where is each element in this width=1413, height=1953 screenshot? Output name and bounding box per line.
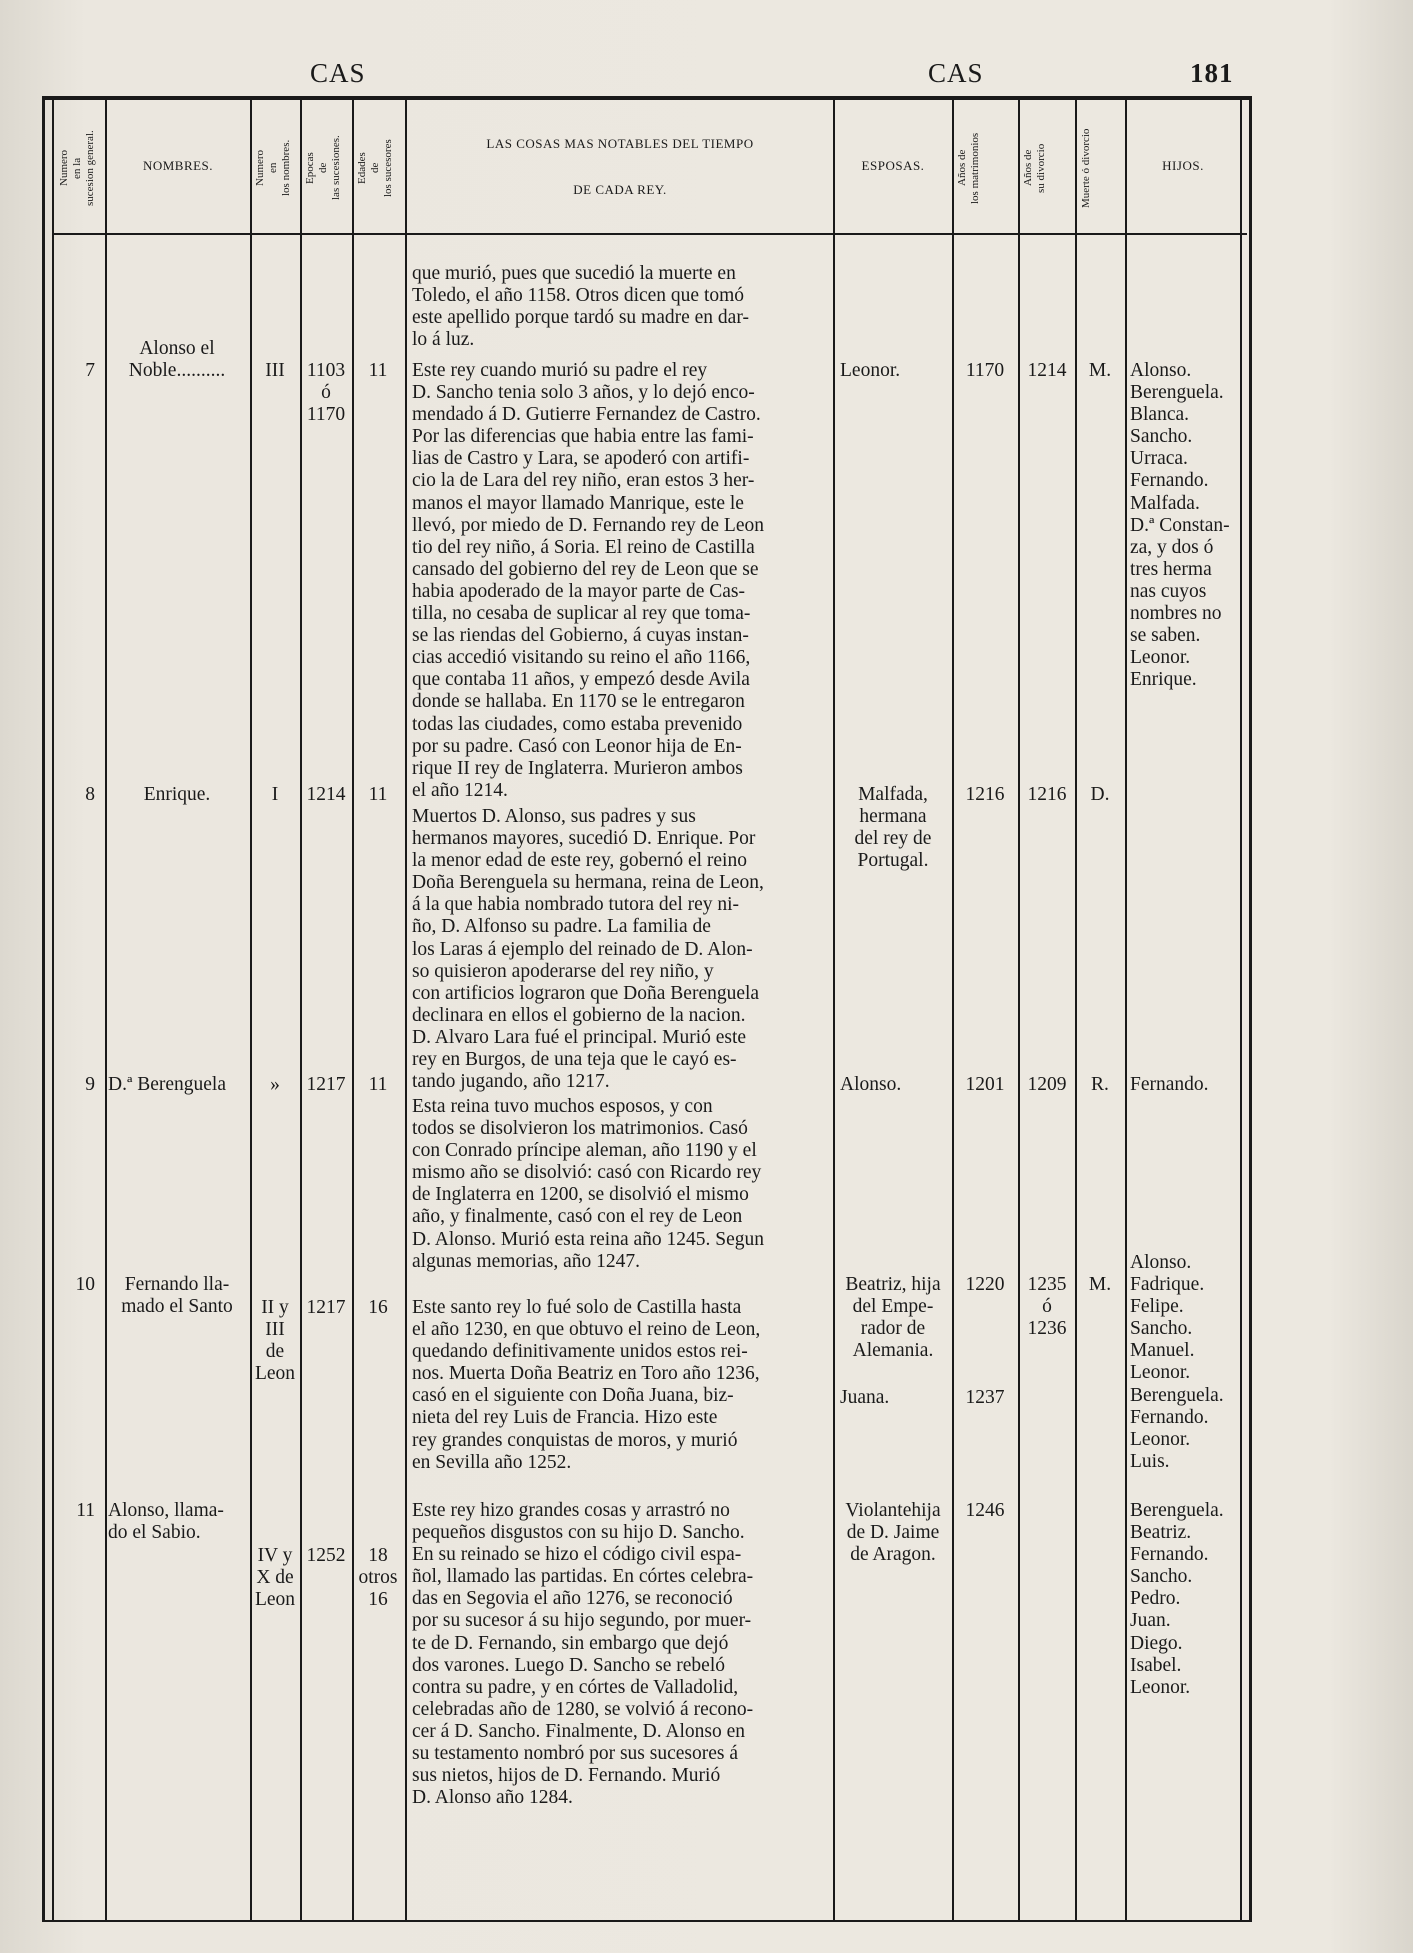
entry-9-number: 9	[85, 1074, 95, 1095]
col-divider-6	[833, 100, 835, 1920]
entry-11-ordinal: IV y X de Leon	[254, 1545, 296, 1611]
entry-10-divorce: 1235 ó 1236	[1027, 1274, 1067, 1340]
running-head-center: CAS	[928, 58, 984, 88]
header-rule	[52, 233, 1247, 235]
entry-8-age: 11	[368, 784, 388, 805]
entry-8-name: Enrique.	[143, 784, 211, 805]
col-header-anos-matrimonios: Años de los matrimonios	[956, 132, 981, 204]
entry-7-number: 7	[85, 360, 95, 381]
entry-7-marriage: 1170	[965, 360, 1005, 381]
entry-8-spouse: Malfada, hermana del rey de Portugal.	[854, 784, 932, 872]
entry-9-ordinal: »	[270, 1074, 280, 1095]
frame-right-outer	[1249, 96, 1252, 1921]
entry-11-name: Alonso, llama- do el Sabio.	[108, 1500, 224, 1544]
entry-9-divorce: 1209	[1027, 1074, 1067, 1095]
entry-7-end: M.	[1088, 360, 1112, 381]
frame-left-inner	[52, 100, 54, 1920]
col-header-cosas-line1: LAS COSAS MAS NOTABLES DEL TIEMPO	[486, 136, 754, 151]
entry-7-age: 11	[368, 360, 388, 381]
page-number: 181	[1190, 58, 1234, 88]
entry-11-children: Berenguela. Beatriz. Fernando. Sancho. Pedro. Juan. Diego. Isabel. Leonor.	[1130, 1500, 1224, 1698]
entry-9-name: D.ª Berenguela	[108, 1074, 226, 1095]
entry-8-ordinal: I	[271, 784, 279, 805]
top-rule	[42, 96, 1252, 100]
col-header-numero: Numero en la sucesion general.	[58, 130, 96, 206]
entry-9-age: 11	[368, 1074, 388, 1095]
entry-7-epoch: 1103 ó 1170	[306, 360, 346, 426]
col-header-edades: Edades de los sucesores	[356, 139, 394, 197]
entry-8-text: Muertos D. Alonso, sus padres y sus hermanos mayores, sucedió D. Enrique. Por la menor edad de este rey, gobernó el reino Doña Berenguela su hermana, reina de Leon, á la que habia nombrado tutora del rey ni- ño, D. Alfonso su padre. La familia de los Laras á ejemplo del reinado de D. Alon- so quisieron apoderarse del rey niño, y con artificios lograron que Doña Berenguela declinara en ellos el gobierno de la nacion. D. Alvaro Lara fué el principal. Murió este rey en Burgos, de una teja que le cayó es- tando jugando, año 1217.	[412, 806, 764, 1093]
entry-9-text: Esta reina tuvo muchos esposos, y con todos se disolvieron los matrimonios. Casó con Conrado príncipe aleman, año 1190 y el mismo año se disolvió: casó con Ricardo rey de Inglaterra en 1200, se disolvió el mismo año, y finalmente, casó con el rey de Leon D. Alonso. Murió esta reina año 1245. Segun algunas memorias, año 1247.	[412, 1096, 765, 1272]
entry-10-text: Este santo rey lo fué solo de Castilla hasta el año 1230, en que obtuvo el reino de Leon, quedando definitivamente unidos estos rei- nos. Muerta Doña Beatriz en Toro año 1236, casó en el siguiente con Doña Juana, biz- nieta del rey Luis de Francia. Hizo este rey grandes conquistas de moros, y murió en Sevilla año 1252.	[412, 1297, 761, 1473]
entry-10-ordinal: II y III de Leon	[254, 1297, 296, 1385]
entry-11-age: 18 otros 16	[358, 1545, 398, 1611]
col-header-hijos: HIJOS.	[1162, 158, 1204, 173]
entry-7-spouse: Leonor.	[840, 360, 901, 381]
entry-11-number: 11	[76, 1500, 95, 1521]
entry-7-ordinal: III	[265, 360, 285, 381]
entry-11-spouse: Violantehija de D. Jaime de Aragon.	[845, 1500, 941, 1566]
col-header-muerte-divorcio: Muerte ó divorcio	[1080, 128, 1092, 208]
entry-8-divorce: 1216	[1027, 784, 1067, 805]
col-header-anos-divorcio: Años de su divorcio	[1022, 143, 1047, 193]
col-header-esposas: ESPOSAS.	[861, 158, 925, 173]
entry-9-children: Fernando.	[1130, 1074, 1209, 1095]
entry-10-marriage: 1220	[965, 1274, 1005, 1295]
bottom-rule	[42, 1920, 1252, 1922]
entry-10-age: 16	[368, 1297, 388, 1318]
entry-11-epoch: 1252	[306, 1545, 346, 1566]
col-header-nombres: NOMBRES.	[142, 158, 214, 173]
entry-10-marriage-2: 1237	[965, 1387, 1005, 1408]
entry-10-number: 10	[75, 1274, 95, 1295]
entry-10-end: M.	[1088, 1274, 1112, 1295]
entry-7-divorce: 1214	[1027, 360, 1067, 381]
col-header-epocas: Epocas de las sucesiones.	[304, 135, 342, 201]
col-divider-10	[1125, 100, 1127, 1920]
entry-9-epoch: 1217	[306, 1074, 346, 1095]
entry-8-marriage: 1216	[965, 784, 1005, 805]
entry-11-marriage: 1246	[965, 1500, 1005, 1521]
entry-10-name: Fernando lla- mado el Santo	[121, 1274, 233, 1318]
entry-8-epoch: 1214	[306, 784, 346, 805]
entry-7-name: Alonso el Noble..........	[128, 338, 226, 382]
entry-10-spouse: Beatriz, hija del Empe- rador de Alemania.	[845, 1274, 941, 1362]
intro-paragraph: que murió, pues que sucedió la muerte en Toledo, el año 1158. Otros dicen que tomó este apellido porque tardó su madre en dar- lo á luz.	[412, 263, 749, 351]
running-head-left: CAS	[310, 58, 366, 88]
entry-10-spouse-2: Juana.	[840, 1387, 890, 1408]
frame-right-inner	[1240, 100, 1242, 1920]
entry-8-end: D.	[1090, 784, 1110, 805]
entry-10-epoch: 1217	[306, 1297, 346, 1318]
col-header-numero-nombres: Numero en los nombres.	[254, 139, 292, 197]
entry-7-text: Este rey cuando murió su padre el rey D. Sancho tenia solo 3 años, y lo dejó enco- mendado á D. Gutierre Fernandez de Castro. Por las diferencias que habia entre las fami- lias de Castro y Lara, se apoderó con artifi- cio la de Lara del rey niño, eran estos 3 her- manos el mayor llamado Manrique, este le llevó, por miedo de D. Fernando rey de Leon tio del rey niño, á Soria. El reino de Castilla cansado del gobierno del rey de Leon que se habia apoderado de la mayor parte de Cas- tilla, no cesaba de suplicar al rey que toma- se las riendas del Gobierno, á cuyas instan- cias accedió visitando su reino el año 1166, que contaba 11 años, y empezó desde Avila donde se hallaba. En 1170 se le entregaron todas las ciudades, como estaba prevenido por su padre. Casó con Leonor hija de En- rique II rey de Inglaterra. Murieron ambos el año 1214.	[412, 360, 764, 801]
entry-9-end: R.	[1091, 1074, 1109, 1095]
col-header-cosas-line2: DE CADA REY.	[573, 182, 667, 197]
entry-8-number: 8	[85, 784, 95, 805]
col-divider-5	[405, 100, 407, 1920]
entry-10-children: Alonso. Fadrique. Felipe. Sancho. Manuel. Leonor. Berenguela. Fernando. Leonor. Luis.	[1130, 1252, 1224, 1472]
frame-left-outer	[42, 96, 45, 1921]
entry-11-text: Este rey hizo grandes cosas y arrastró no pequeños disgustos con su hijo D. Sancho. En su reinado se hizo el código civil espa- ñol, llamado las partidas. En córtes celebra- das en Segovia el año 1276, se reconoció por su sucesor á su hijo segundo, por muer- te de D. Fernando, sin embargo que dejó dos varones. Luego D. Sancho se rebeló contra su padre, y en córtes de Valladolid, celebradas año de 1280, se volvió á recono- cer á D. Sancho. Finalmente, D. Alonso en su testamento nombró por sus sucesores á sus nietos, hijos de D. Fernando. Murió D. Alonso año 1284.	[412, 1500, 754, 1809]
entry-9-spouse: Alonso.	[840, 1074, 902, 1095]
entry-9-marriage: 1201	[965, 1074, 1005, 1095]
entry-7-children: Alonso. Berenguela. Blanca. Sancho. Urraca. Fernando. Malfada. D.ª Constan- za, y dos ó tres herma nas cuyos nombres no se saben. Leonor. Enrique.	[1130, 360, 1230, 691]
